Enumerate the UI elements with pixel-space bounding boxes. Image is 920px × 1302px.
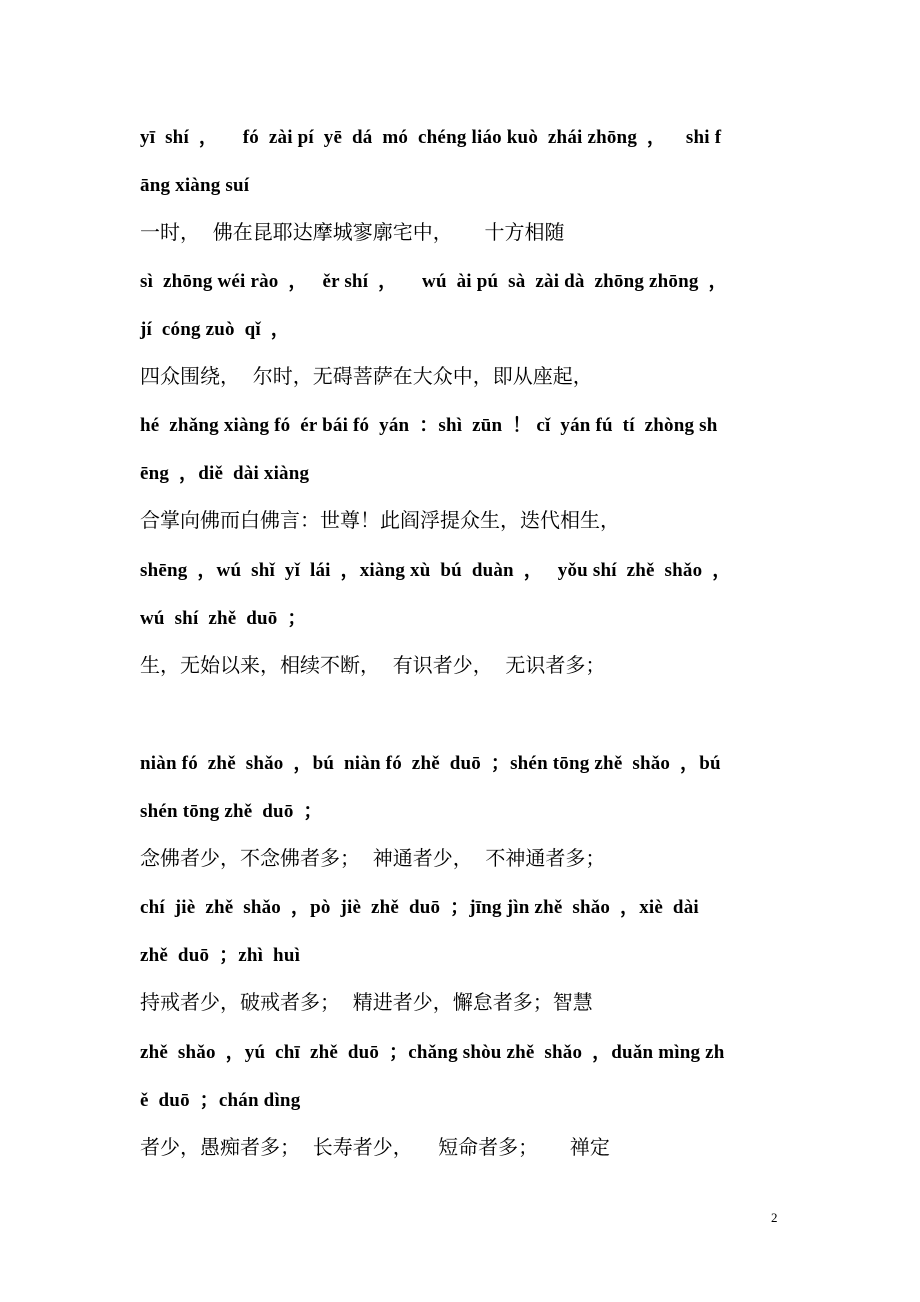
- hanzi-line-5: 念佛者少，不念佛者多； 神通者少， 不神通者多；: [140, 846, 606, 870]
- pinyin-line-5: hé zhǎng xiàng fó ér bái fó yán ：shì zūn ！ cǐ yán fú tí zhòng sh: [140, 415, 718, 436]
- pinyin-line-3: sì zhōng wéi rào ， ěr shí ， wú ài pú sà zài dà zhōng zhōng ，: [140, 271, 728, 292]
- pinyin-line-9: niàn fó zhě shǎo ，bú niàn fó zhě duō ；shén tōng zhě shǎo ，bú: [140, 753, 721, 774]
- pinyin-line-11: chí jiè zhě shǎo ，pò jiè zhě duō ；jīng jìn zhě shǎo ，xiè dài: [140, 897, 699, 918]
- pinyin-line-10: shén tōng zhě duō ；: [140, 801, 323, 822]
- pinyin-line-14: ě duō ；chán dìng: [140, 1090, 301, 1111]
- hanzi-line-3: 合掌向佛而白佛言：世尊！此阎浮提众生，迭代相生，: [140, 508, 620, 532]
- hanzi-line-4: 生，无始以来，相续不断， 有识者少， 无识者多；: [140, 653, 606, 677]
- hanzi-line-7: 者少，愚痴者多； 长寿者少， 短命者多； 禅定: [140, 1135, 610, 1159]
- pinyin-line-1: yī shí ， fó zài pí yē dá mó chéng liáo kuò zhái zhōng ， shi f: [140, 127, 722, 148]
- pinyin-line-2: āng xiàng suí: [140, 175, 250, 196]
- pinyin-line-4: jí cóng zuò qǐ ，: [140, 319, 291, 340]
- hanzi-line-6: 持戒者少，破戒者多； 精进者少，懈怠者多；智慧: [140, 990, 593, 1014]
- page-number: 2: [771, 1210, 778, 1225]
- pinyin-line-13: zhě shǎo ，yú chī zhě duō ；chǎng shòu zhě shǎo ，duǎn mìng zh: [140, 1042, 725, 1063]
- hanzi-line-1: 一时， 佛在昆耶达摩城寥廓宅中， 十方相随: [140, 220, 565, 244]
- pinyin-line-7: shēng ，wú shǐ yǐ lái ，xiàng xù bú duàn ， yǒu shí zhě shǎo ，: [140, 560, 732, 581]
- pinyin-line-6: ēng ，diě dài xiàng: [140, 463, 310, 484]
- hanzi-line-2: 四众围绕， 尔时，无碍菩萨在大众中，即从座起，: [140, 364, 593, 388]
- pinyin-line-12: zhě duō ；zhì huì: [140, 945, 301, 966]
- pinyin-line-8: wú shí zhě duō ；: [140, 608, 307, 629]
